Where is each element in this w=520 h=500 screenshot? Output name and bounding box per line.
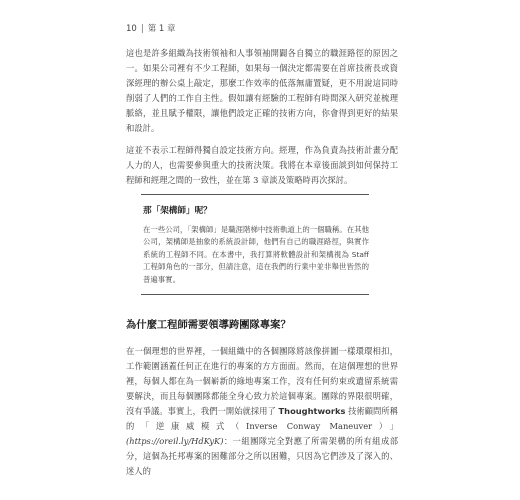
sidebar-title: 那「架構師」呢？ bbox=[143, 206, 212, 216]
running-header bbox=[126, 22, 176, 34]
p3-text-1: 在一個理想的世界裡，一個組織中的各個團隊將該像拼圖一樣環環相扣，工作範圍涵蓋任何正在進行的專案的方方面面。然而，在這個理想的世界裡，每個人都在為一個嶄新的綠地專案工作，沒有任何約束或遺留系統需要解決，而且每個團隊都能全身心致力於這個專案。團隊的界限很明確，沒有爭議。事實上，我們一開始就採用了 bbox=[126, 346, 398, 416]
chapter-label: 第 1 章 bbox=[147, 24, 176, 34]
p3-text-2: 技術顧問所稱的「逆康威模式（Inverse Conway Maneuver）」 bbox=[126, 406, 398, 431]
body-paragraph-3 bbox=[126, 344, 398, 479]
body-paragraph-1: 這也是許多組織為技術領袖和人事領袖開闢各自獨立的職涯路徑的原因之一。如果公司裡有不少工程師，如果每一個決定都需要在首席技術長或資深經理的辦公桌上敲定，那麼工作效率的低落無庸置疑，更不用說這同時削弱了人們的工作自主性。假如讓有經驗的工程師有時間深入研究並梳理脈絡，並且賦予權限，讓他們設定正確的技術方向，你會得到更好的結果和設計。 bbox=[126, 48, 398, 133]
sidebar-top-rule bbox=[141, 194, 369, 195]
p3-url-link[interactable]: (https://oreil.ly/HdKyK) bbox=[126, 436, 224, 446]
body-paragraph-2: 這並不表示工程師得獨自設定技術方向。經理，作為負責為技術計畫分配人力的人，也需要參與重大的技術決策。我將在本章後面談到如何保持工程師和經理之間的一致性，並在第 3 章談及策略時再次探討。 bbox=[126, 145, 398, 185]
p3-term: Thoughtworks bbox=[278, 406, 346, 416]
page-number: 10 bbox=[126, 24, 137, 34]
p3-text-3: ：一組團隊完全對應了所需架構的所有組成部分，這個為托邦專案的困難部分之所以困難，只因為它們涉及了深入的、迷人的 bbox=[126, 436, 398, 476]
sidebar-bottom-rule bbox=[141, 294, 369, 295]
sidebar-body: 在一些公司，「架構師」是職涯階梯中技術軌道上的一個職稱。在其他公司，架構師是抽象的系統設計師，他們有自己的職涯路徑，與實作系統的工程師不同。在本書中，我打算將軟體設計和架構視為 Staff 工程師角色的一部分，但請注意，這在我們的行業中並非舉世皆然的普遍事實。 bbox=[143, 225, 369, 284]
section-heading: 為什麼工程師需要領導跨團隊專案？ bbox=[126, 319, 291, 331]
header-separator: | bbox=[140, 24, 144, 34]
